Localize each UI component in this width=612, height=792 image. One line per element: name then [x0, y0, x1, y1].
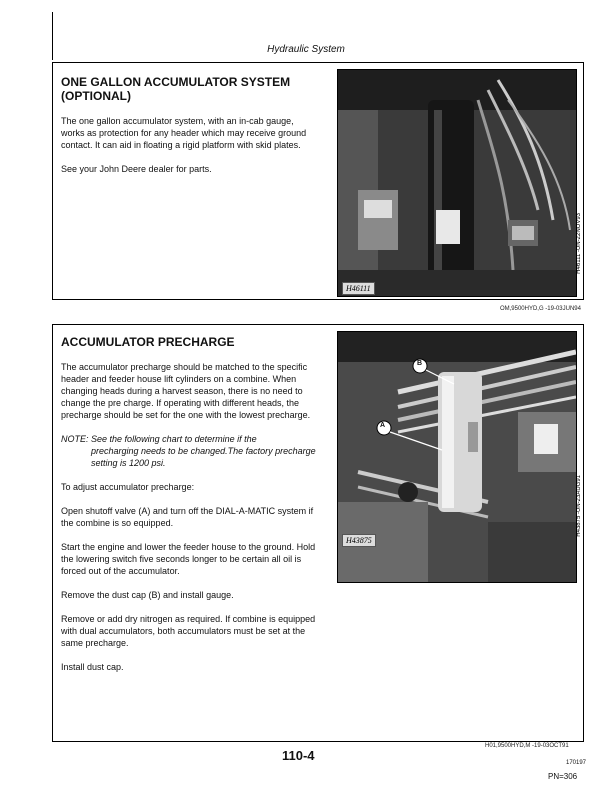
paragraph: Open shutoff valve (A) and turn off the DIAL-A-MATIC system if the combine is so equipped. — [61, 506, 314, 528]
photo-tag: H43875 — [342, 534, 376, 547]
page-header: Hydraulic System — [267, 44, 345, 55]
section-title: ACCUMULATOR PRECHARGE — [61, 335, 235, 349]
reference-code: OM,9500HYD,G -19-03JUN94 — [499, 306, 581, 312]
section-title: ONE GALLON ACCUMULATOR SYSTEM (OPTIONAL) — [61, 75, 291, 103]
paragraph: Start the engine and lower the feeder house to the ground. Hold the lowering switch five seconds longer to be certain all oil is forced out of the accumulator. — [61, 542, 316, 576]
paragraph: The accumulator precharge should be matched to the specific header and feeder house lift cylinders on a combine. When changing heads during a harvest season, there is no need to change the pre charge. If operating with different heads, the precharge should be set for the one with the lowest precharge. — [61, 362, 311, 420]
note — [61, 433, 316, 469]
pn-label: PN=306 — [548, 772, 578, 781]
photo-code: H43875 -UN-23AUG91 — [576, 475, 582, 537]
section-text — [61, 335, 316, 685]
callout-a: A — [380, 422, 386, 429]
section-text — [61, 75, 316, 187]
photo-code: H46111 -UN-22NOV93 — [576, 213, 582, 274]
paragraph: Remove the dust cap (B) and install gauge. — [61, 590, 234, 600]
accumulator-photo — [337, 69, 577, 297]
photo-tag: H46111 — [342, 282, 375, 295]
page-number: 110-4 — [282, 748, 315, 763]
paragraph: Remove or add dry nitrogen as required. If combine is equipped with dual accumulators, both accumulators must be set at the same precharge. — [61, 614, 316, 648]
note-first-line: See the following chart to determine if the — [91, 434, 257, 444]
note-label: NOTE: — [61, 434, 89, 444]
reference-code: H01,9500HYD,M -19-03OCT91 — [485, 743, 569, 749]
note-text: precharging needs to be changed.The factory precharge setting is 1200 psi. — [91, 446, 316, 468]
paragraph: Install dust cap. — [61, 662, 124, 672]
footer-code: 170197 — [566, 760, 587, 766]
section-accumulator-precharge — [52, 324, 584, 742]
paragraph: The one gallon accumulator system, with an in-cab gauge, works as protection for any header which may receive ground contact. It can aid in floating a rigid platform with skid plates. — [61, 116, 307, 150]
section-accumulator-system — [52, 62, 584, 312]
paragraph: To adjust accumulator precharge: — [61, 482, 195, 492]
precharge-photo — [337, 331, 577, 583]
callout-b: B — [417, 360, 423, 367]
paragraph: See your John Deere dealer for parts. — [61, 164, 212, 174]
accumulator-photo-image — [338, 70, 576, 296]
